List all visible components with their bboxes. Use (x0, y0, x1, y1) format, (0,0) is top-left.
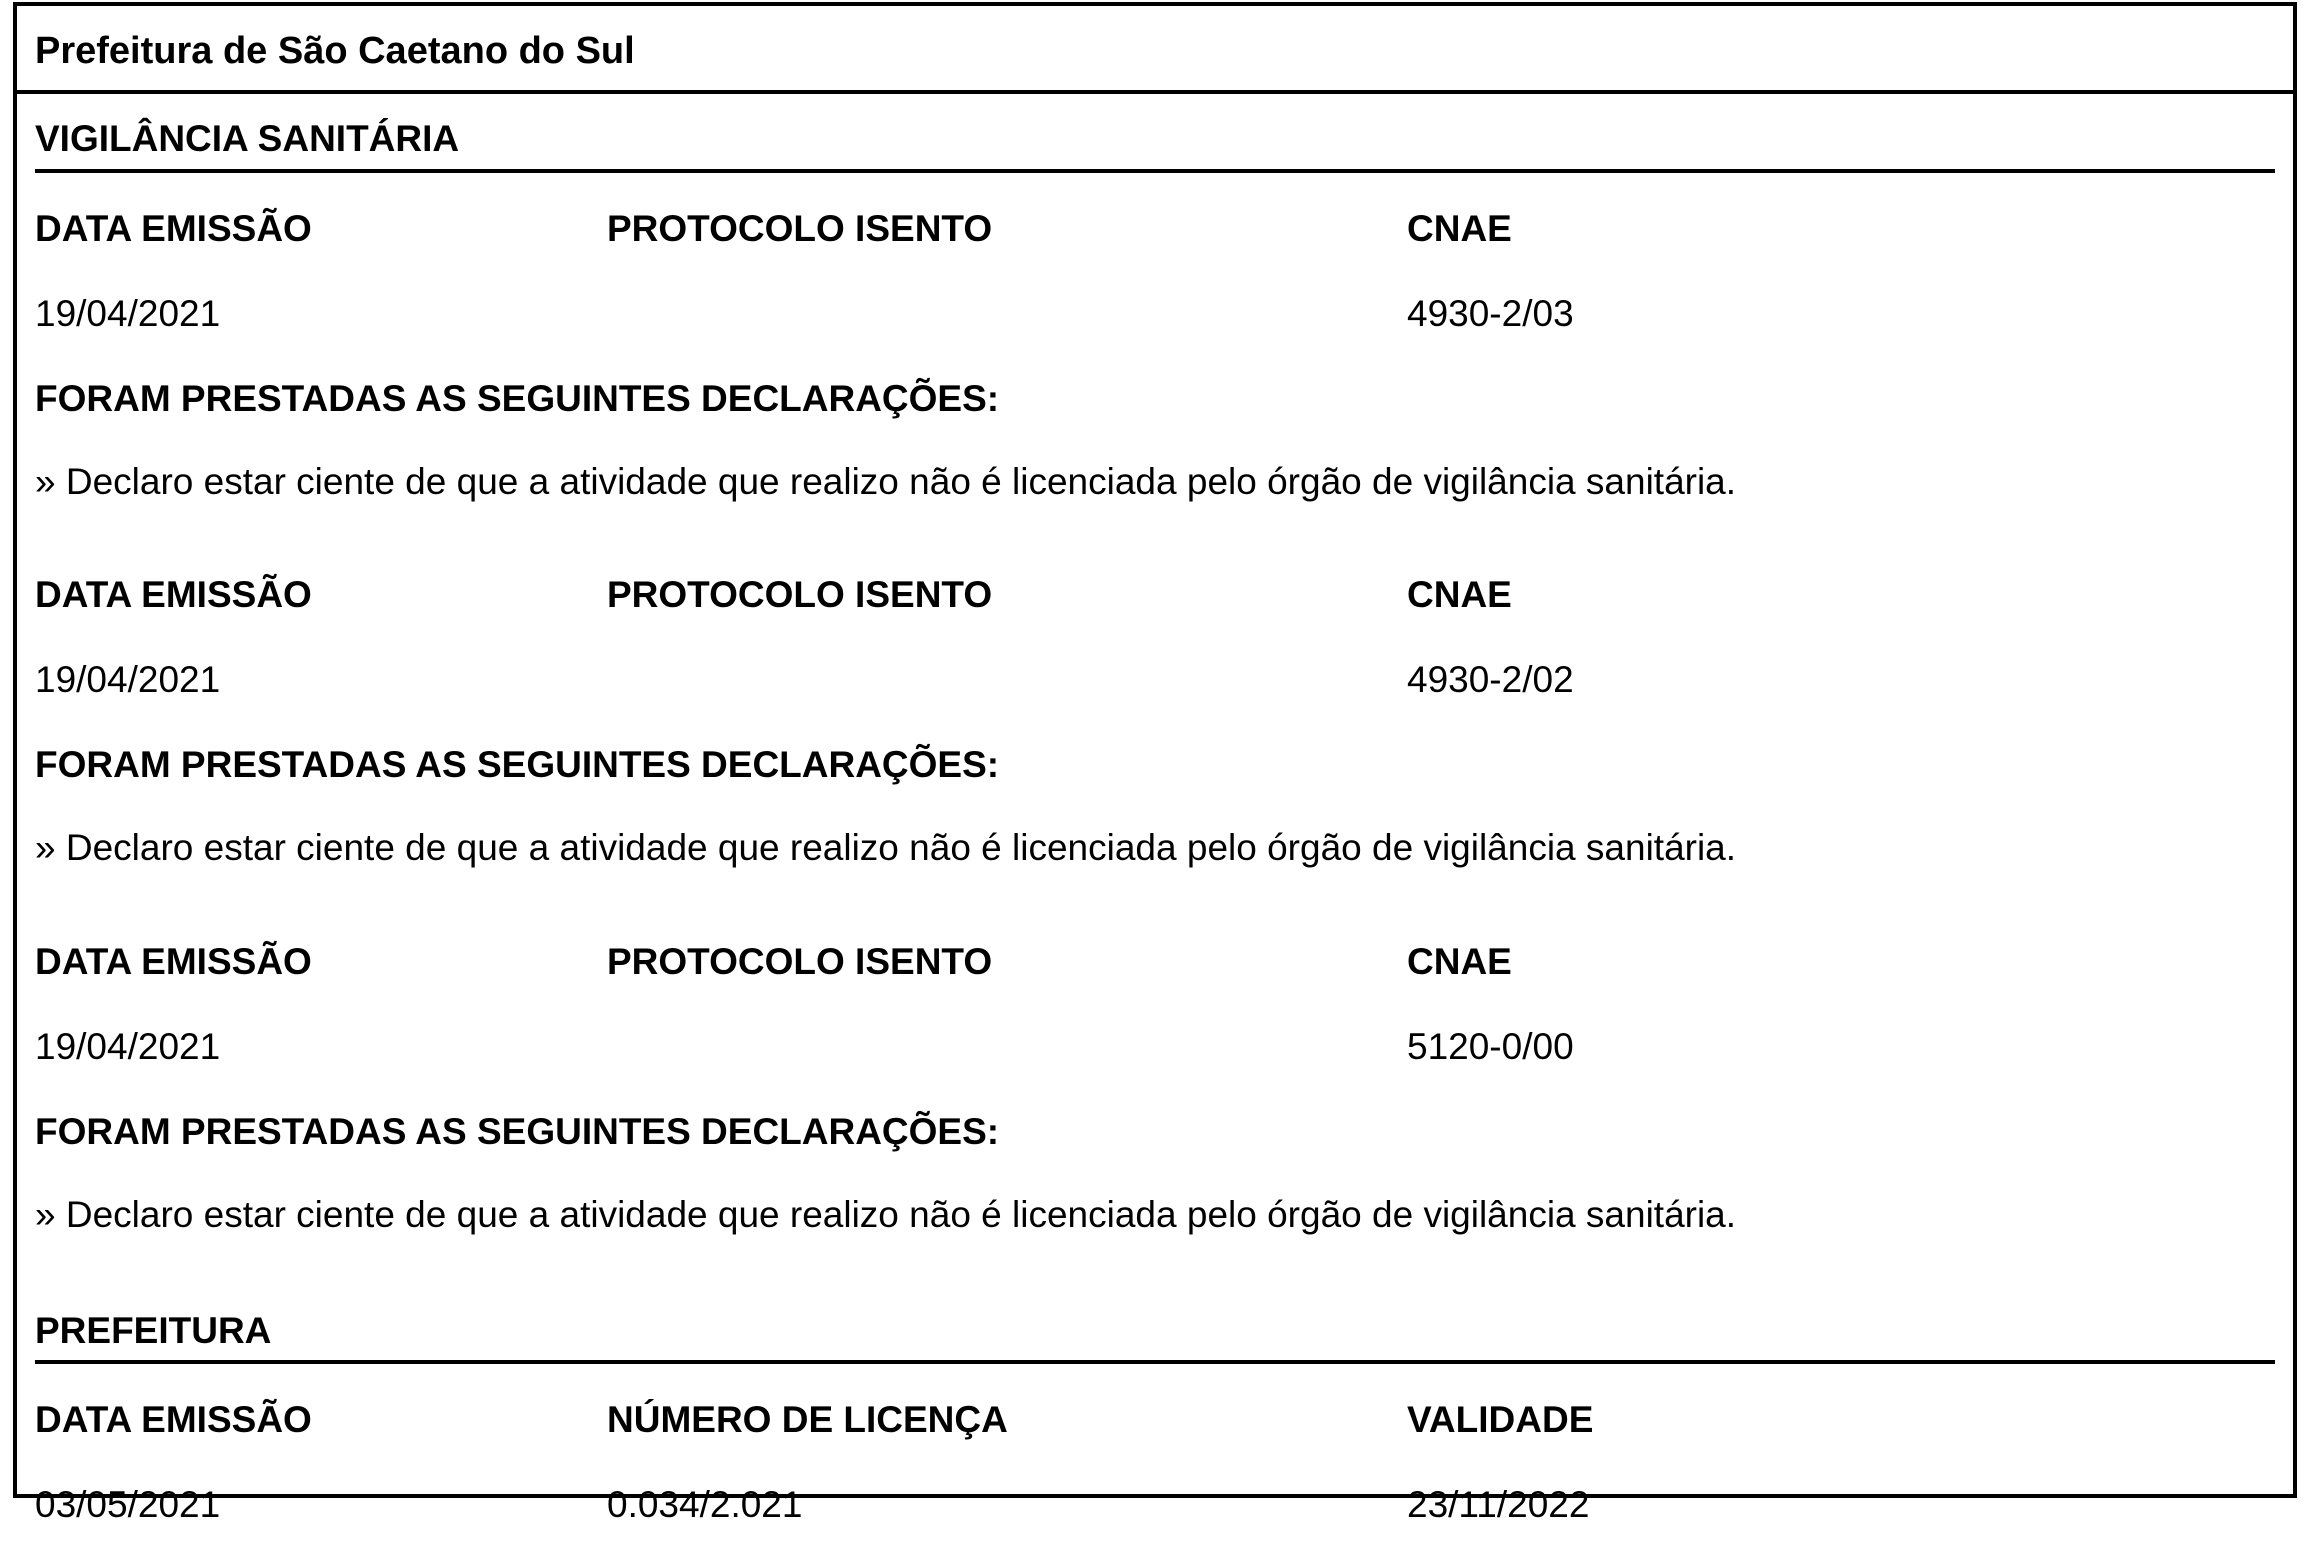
label-validade: VALIDADE (1407, 1399, 1594, 1440)
value-cnae: 4930-2/03 (1407, 293, 1574, 334)
label-data-emissao: DATA EMISSÃO (35, 208, 312, 249)
label-declaracoes: FORAM PRESTADAS AS SEGUINTES DECLARAÇÕES: (35, 378, 1000, 419)
label-declaracoes: FORAM PRESTADAS AS SEGUINTES DECLARAÇÕES: (35, 1111, 1000, 1152)
declaration-text: » Declaro estar ciente de que a atividade que realizo não é licenciada pelo órgão de vigilância sanitária. (35, 827, 1737, 868)
label-cnae: CNAE (1407, 208, 1512, 249)
value-cnae: 4930-2/02 (1407, 659, 1574, 700)
label-data-emissao: DATA EMISSÃO (35, 574, 312, 615)
section-divider (35, 1360, 2275, 1364)
value-data-emissao: 03/05/2021 (35, 1484, 221, 1525)
label-declaracoes: FORAM PRESTADAS AS SEGUINTES DECLARAÇÕES: (35, 744, 1000, 785)
document-header (17, 6, 2293, 94)
label-data-emissao: DATA EMISSÃO (35, 1399, 312, 1440)
license-document (13, 2, 2297, 1525)
declaration-text: » Declaro estar ciente de que a atividade que realizo não é licenciada pelo órgão de vigilância sanitária. (35, 461, 1737, 502)
label-cnae: CNAE (1407, 574, 1512, 615)
label-cnae: CNAE (1407, 941, 1512, 982)
label-protocolo-isento: PROTOCOLO ISENTO (607, 208, 993, 249)
document-title: Prefeitura de São Caetano do Sul (35, 30, 635, 72)
value-data-emissao: 19/04/2021 (35, 293, 221, 334)
value-data-emissao: 19/04/2021 (35, 1026, 221, 1067)
value-cnae: 5120-0/00 (1407, 1026, 1574, 1067)
value-data-emissao: 19/04/2021 (35, 659, 221, 700)
label-protocolo-isento: PROTOCOLO ISENTO (607, 941, 993, 982)
label-data-emissao: DATA EMISSÃO (35, 941, 312, 982)
label-protocolo-isento: PROTOCOLO ISENTO (607, 574, 993, 615)
section-title-vigilancia: VIGILÂNCIA SANITÁRIA (35, 118, 460, 159)
section-title-prefeitura: PREFEITURA (35, 1310, 272, 1351)
value-validade: 23/11/2022 (1407, 1484, 1590, 1525)
declaration-text: » Declaro estar ciente de que a atividade que realizo não é licenciada pelo órgão de vigilância sanitária. (35, 1194, 1737, 1235)
label-numero-licenca: NÚMERO DE LICENÇA (607, 1399, 1008, 1440)
section-divider (35, 169, 2275, 173)
value-numero-licenca: 0.034/2.021 (607, 1484, 803, 1525)
